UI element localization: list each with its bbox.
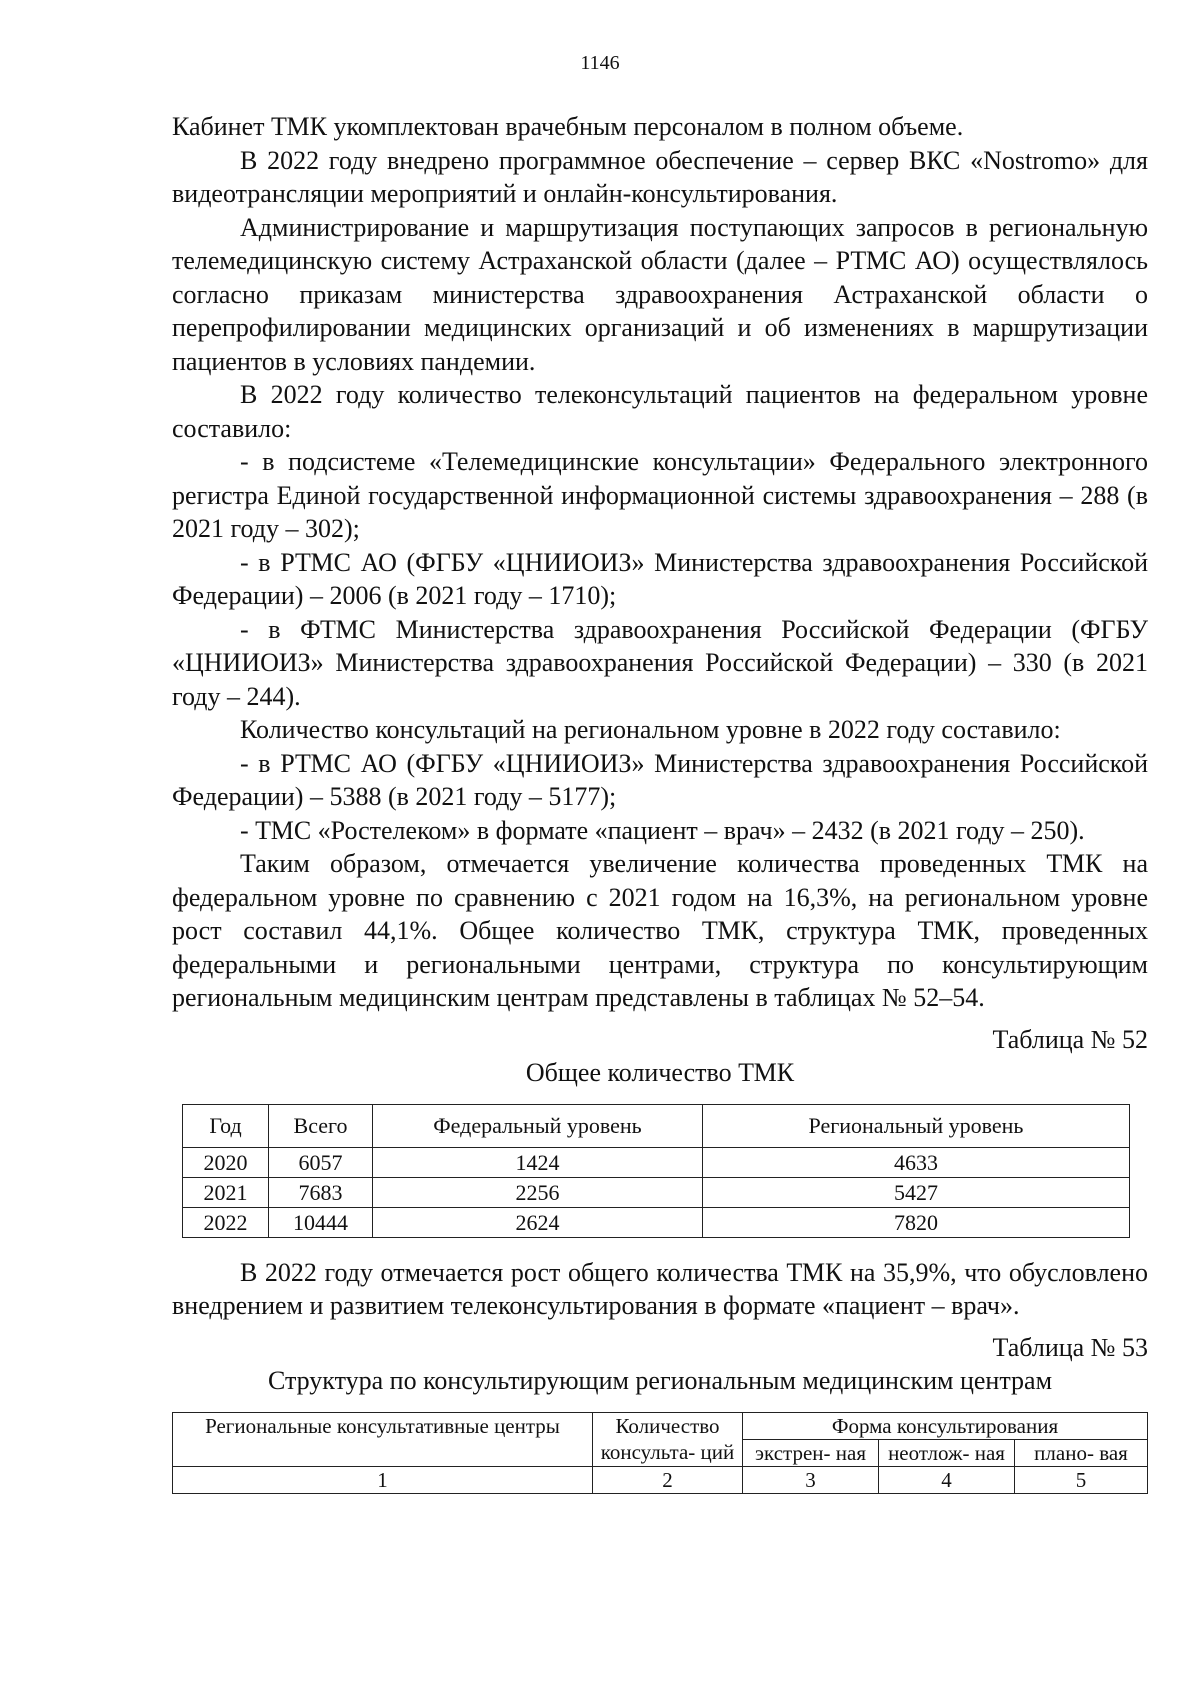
paragraph: В 2022 году отмечается рост общего количества ТМК на 35,9%, что обусловлено внедрением и развитием телеконсультирования в формате «пациент – врач».: [172, 1257, 1148, 1320]
list-item: - ТМС «Ростелеком» в формате «пациент – врач» – 2432 (в 2021 году – 250).: [240, 815, 1085, 845]
table-cell: 1: [173, 1466, 593, 1493]
paragraph: Администрирование и маршрутизация поступающих запросов в региональную телемедицинскую систему Астраханской области (далее – РТМС АО) осуществлялось согласно приказам министерства здравоохранения Астраханской области о перепрофилировании медицинских организаций и об изменениях в маршрутизации пациентов в условиях пандемии.: [172, 212, 1148, 376]
table-cell: 3: [743, 1466, 879, 1493]
table-52: [182, 1104, 1130, 1238]
table-row: [183, 1177, 1130, 1207]
table-cell: 4: [879, 1466, 1015, 1493]
header-cell: Федеральный уровень: [373, 1104, 703, 1147]
table-cell: 2: [593, 1466, 743, 1493]
header-cell: Всего: [269, 1104, 373, 1147]
paragraph: В 2022 году количество телеконсультаций пациентов на федеральном уровне составило:: [172, 380, 1148, 443]
table-52-label: Таблица № 52: [992, 1024, 1148, 1054]
table-cell: 5: [1015, 1466, 1148, 1493]
header-cell: плано- вая: [1015, 1439, 1148, 1466]
table-cell: 7820: [703, 1207, 1130, 1237]
paragraph: Количество консультаций на региональном уровне в 2022 году составило:: [240, 715, 1061, 744]
list-item: - в ФТМС Министерства здравоохранения Российской Федерации (ФГБУ «ЦНИИОИЗ» Министерства здравоохранения Российской Федерации) – 330 (в 2021 году – 244).: [172, 614, 1148, 711]
document-body: [172, 110, 1148, 1494]
table-cell: 4633: [703, 1147, 1130, 1177]
table-cell: 2022: [183, 1207, 269, 1237]
header-cell: Региональные консультативные центры: [173, 1412, 593, 1466]
list-item: - в подсистеме «Телемедицинские консультации» Федерального электронного регистра Единой государственной информационной системы здравоохранения – 288 (в 2021 году – 302);: [172, 447, 1148, 543]
header-cell: Год: [183, 1104, 269, 1147]
table-52-title: Общее количество ТМК: [525, 1058, 795, 1087]
list-item: - в РТМС АО (ФГБУ «ЦНИИОИЗ» Министерства здравоохранения Российской Федерации) – 5388 (в 2021 году – 5177);: [172, 748, 1148, 811]
header-cell: Количество консульта- ций: [593, 1412, 743, 1466]
table-53-title: Структура по консультирующим региональным медицинским центрам: [267, 1366, 1053, 1395]
table-cell: 2021: [183, 1177, 269, 1207]
table-cell: 2256: [373, 1177, 703, 1207]
header-cell: Форма консультирования: [743, 1412, 1148, 1439]
spacer: [172, 1238, 1148, 1256]
table-header-row: [183, 1104, 1130, 1147]
list-item: - в РТМС АО (ФГБУ «ЦНИИОИЗ» Министерства здравоохранения Российской Федерации) – 2006 (в 2021 году – 1710);: [172, 547, 1148, 610]
paragraph: В 2022 году внедрено программное обеспечение – сервер ВКС «Nostromo» для видеотрансляции мероприятий и онлайн-консультирования.: [172, 145, 1148, 208]
table-row: [173, 1466, 1148, 1493]
header-cell: Региональный уровень: [703, 1104, 1130, 1147]
paragraph: Кабинет ТМК укомплектован врачебным персоналом в полном объеме.: [172, 112, 964, 141]
table-cell: 7683: [269, 1177, 373, 1207]
table-cell: 2020: [183, 1147, 269, 1177]
header-cell: неотлож- ная: [879, 1439, 1015, 1466]
table-header-row: [173, 1412, 1148, 1439]
paragraph: Таким образом, отмечается увеличение количества проведенных ТМК на федеральном уровне по сравнению с 2021 годом на 16,3%, на региональном уровне рост составил 44,1%. Общее количество ТМК, структура ТМК, проведенных федеральными и региональными центрами, структура по консультирующим региональным медицинским центрам представлены в таблицах № 52–54.: [172, 849, 1148, 1012]
table-cell: 6057: [269, 1147, 373, 1177]
table-cell: 2624: [373, 1207, 703, 1237]
table-cell: 5427: [703, 1177, 1130, 1207]
table-cell: 10444: [269, 1207, 373, 1237]
table-53-label: Таблица № 53: [992, 1332, 1148, 1362]
table-53: [172, 1412, 1148, 1494]
header-cell: экстрен- ная: [743, 1439, 879, 1466]
table-cell: 1424: [373, 1147, 703, 1177]
table-row: [183, 1147, 1130, 1177]
table-row: [183, 1207, 1130, 1237]
page-number: 1146: [580, 52, 620, 74]
